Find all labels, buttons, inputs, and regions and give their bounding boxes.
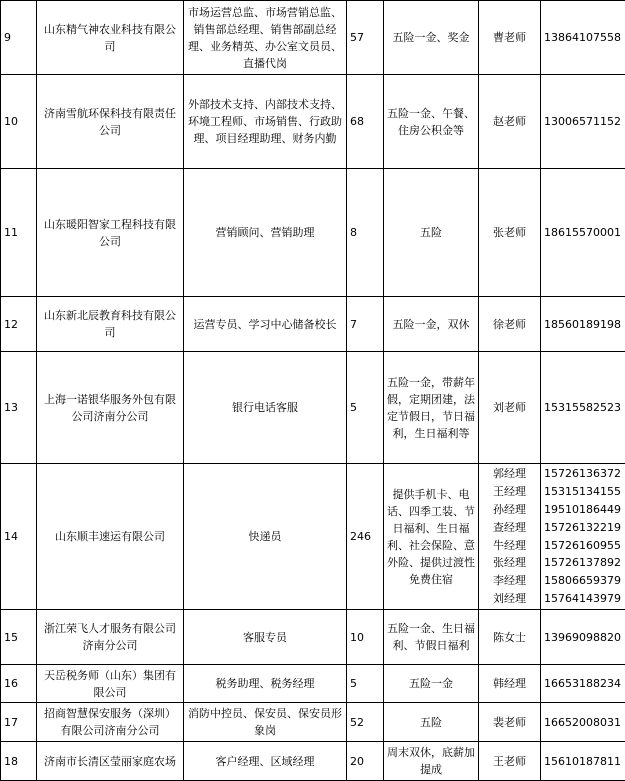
company-name: 上海一诺银华服务外包有限公司济南分公司 (37, 352, 184, 464)
benefits: 五险一金 (384, 665, 479, 703)
headcount: 10 (347, 610, 384, 665)
headcount: 7 (347, 297, 384, 352)
positions: 客户经理、区域经理 (184, 742, 347, 781)
phone-number: 13006571152 (541, 75, 625, 169)
table-row (1, 703, 625, 742)
phone-number: 15726132219 (544, 519, 622, 537)
contact-person: 郭经理 (482, 465, 537, 483)
headcount: 5 (347, 665, 384, 703)
headcount: 8 (347, 169, 384, 297)
contact-person: 徐老师 (479, 297, 541, 352)
headcount: 246 (347, 464, 384, 610)
table-row (1, 464, 625, 610)
contact-person: 张老师 (479, 169, 541, 297)
phone-number: 15315134155 (544, 483, 622, 501)
row-number: 12 (1, 297, 37, 352)
row-number: 16 (1, 665, 37, 703)
company-name: 山东暖阳智家工程科技有限公司 (37, 169, 184, 297)
benefits: 提供手机卡、电话、四季工装、节日福利、生日福利、社会保险、意外险、提供过渡性免费住宿 (384, 464, 479, 610)
company-name: 山东顺丰速运有限公司 (37, 464, 184, 610)
contact-person: 王经理 (482, 483, 537, 501)
phone-number: 15726137892 (544, 554, 622, 572)
table-row (1, 352, 625, 464)
benefits: 五险一金、奖金 (384, 1, 479, 75)
phone-number: 18615570001 (541, 169, 625, 297)
company-name: 济南雪航环保科技有限责任公司 (37, 75, 184, 169)
phone-number: 13864107558 (541, 1, 625, 75)
contact-person: 王老师 (479, 742, 541, 781)
contact-person: 刘老师 (479, 352, 541, 464)
benefits: 五险一金，双休 (384, 297, 479, 352)
table-row (1, 75, 625, 169)
row-number: 18 (1, 742, 37, 781)
company-name: 浙江荣飞人才服务有限公司济南分公司 (37, 610, 184, 665)
headcount: 52 (347, 703, 384, 742)
positions: 银行电话客服 (184, 352, 347, 464)
positions: 客服专员 (184, 610, 347, 665)
benefits: 五险一金，带薪年假，定期团建，法定节假日，节日福利，生日福利等 (384, 352, 479, 464)
contact-person: 陈女士 (479, 610, 541, 665)
phone-number: 15806659379 (544, 572, 622, 590)
contact-person: 韩经理 (479, 665, 541, 703)
headcount: 68 (347, 75, 384, 169)
phone-number: 15315582523 (541, 352, 625, 464)
headcount: 57 (347, 1, 384, 75)
phone-number: 16652008031 (541, 703, 625, 742)
headcount: 5 (347, 352, 384, 464)
positions: 市场运营总监、市场营销总监、销售部总经理、销售部副总经理、业务精英、办公室文员员、直播代岗 (184, 1, 347, 75)
positions: 消防中控员、保安员、保安员形象岗 (184, 703, 347, 742)
contact-person: 孙经理 (482, 501, 537, 519)
row-number: 9 (1, 1, 37, 75)
table-row (1, 610, 625, 665)
contact-person: 牛经理 (482, 537, 537, 555)
table-row (1, 1, 625, 75)
row-number: 15 (1, 610, 37, 665)
headcount: 20 (347, 742, 384, 781)
phone-number: 16653188234 (541, 665, 625, 703)
positions: 税务助理、税务经理 (184, 665, 347, 703)
positions: 营销顾问、营销助理 (184, 169, 347, 297)
phone-number: 18560189198 (541, 297, 625, 352)
contact-person: 曹老师 (479, 1, 541, 75)
table-row (1, 742, 625, 781)
positions: 运营专员、学习中心储备校长 (184, 297, 347, 352)
phone-number: 15726136372 (544, 465, 622, 483)
company-name: 招商智慧保安服务（深圳）有限公司济南分公司 (37, 703, 184, 742)
phone-number: 15764143979 (544, 590, 622, 608)
phone-number: 15610187811 (541, 742, 625, 781)
table-row (1, 169, 625, 297)
contact-person: 李经理 (482, 572, 537, 590)
company-name: 济南市长清区莹丽家庭农场 (37, 742, 184, 781)
contact-person: 刘经理 (482, 590, 537, 608)
phone-number: 19510186449 (544, 501, 622, 519)
company-name: 天岳税务师（山东）集团有限公司 (37, 665, 184, 703)
positions: 快递员 (184, 464, 347, 610)
phone-list (541, 464, 625, 610)
contact-person: 张经理 (482, 554, 537, 572)
contact-person: 查经理 (482, 519, 537, 537)
contact-person: 裴老师 (479, 703, 541, 742)
row-number: 11 (1, 169, 37, 297)
benefits: 五险一金、午餐、住房公积金等 (384, 75, 479, 169)
contact-person: 赵老师 (479, 75, 541, 169)
phone-number: 15726160955 (544, 537, 622, 555)
row-number: 10 (1, 75, 37, 169)
company-name: 山东新北辰教育科技有限公司 (37, 297, 184, 352)
row-number: 13 (1, 352, 37, 464)
company-name: 山东精气神农业科技有限公司 (37, 1, 184, 75)
benefits: 五险 (384, 169, 479, 297)
row-number: 17 (1, 703, 37, 742)
benefits: 周末双休，底薪加提成 (384, 742, 479, 781)
benefits: 五险一金、生日福利、节假日福利 (384, 610, 479, 665)
contact-list (479, 464, 541, 610)
benefits: 五险 (384, 703, 479, 742)
row-number: 14 (1, 464, 37, 610)
phone-number: 13969098820 (541, 610, 625, 665)
positions: 外部技术支持、内部技术支持、环境工程师、市场销售、行政助理、项目经理助理、财务内勤 (184, 75, 347, 169)
table-row (1, 665, 625, 703)
table-row (1, 297, 625, 352)
